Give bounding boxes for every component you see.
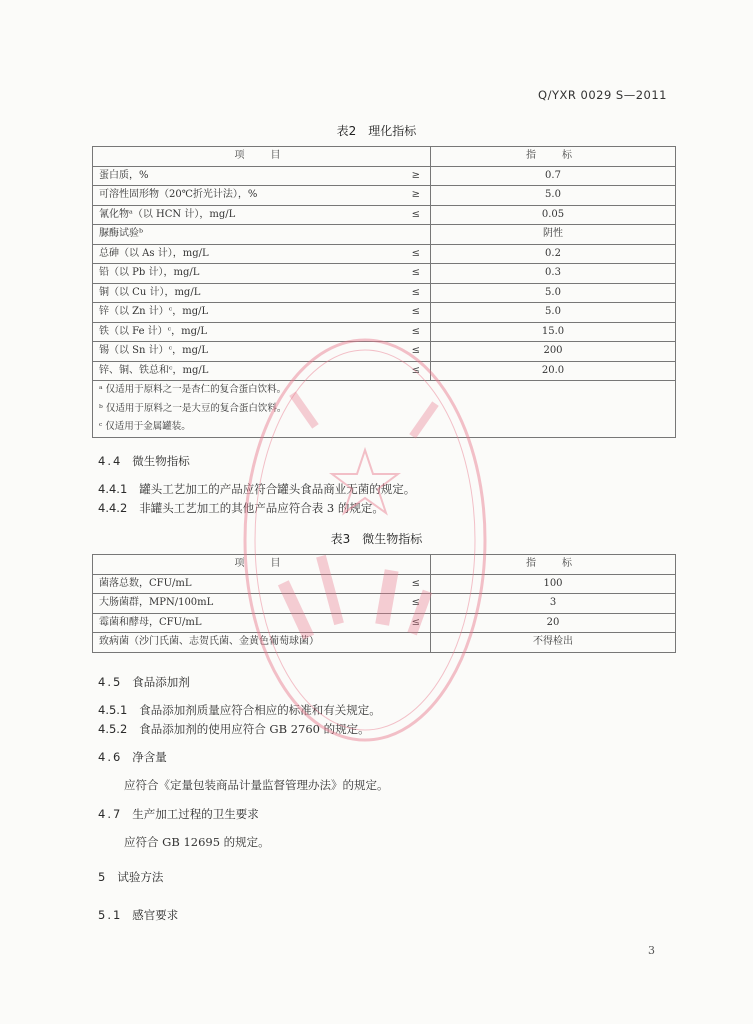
row-value: 5.0 [431,283,676,303]
table-row [93,361,676,381]
row-value: 0.05 [431,205,676,225]
table-row [93,322,676,342]
row-operator: ≥ [354,186,431,206]
table2 [92,146,676,438]
row-item: 锌（以 Zn 计）ᶜ，mg/L [93,303,355,323]
clause-text: 食品添加剂的使用应符合 GB 2760 的规定。 [139,722,370,736]
table-note [93,418,676,437]
page-number: 3 [648,944,655,957]
row-item: 可溶性固形物（20℃折光计法），% [93,186,355,206]
clause-number: 4.4.1 [98,482,128,496]
row-value: 5.0 [431,303,676,323]
row-value: 5.0 [431,186,676,206]
clause-number: 4.4.2 [98,501,128,515]
table2-col-value: 指 标 [431,147,676,167]
section-number: 4.4 [98,454,123,468]
row-value: 3 [431,594,676,614]
table-note [93,381,676,400]
row-item: 脲酶试验ᵇ [93,225,431,245]
table3-header-row [93,555,676,575]
clause-text: 非罐头工艺加工的其他产品应符合表 3 的规定。 [139,501,384,515]
table-row [93,613,676,633]
row-value: 0.7 [431,166,676,186]
section-4-6-text: 应符合《定量包装商品计量监督管理办法》的规定。 [124,778,389,792]
row-value: 0.2 [431,244,676,264]
row-item: 菌落总数，CFU/mL [93,574,355,594]
section-5 [98,869,163,885]
row-operator: ≥ [354,166,431,186]
section-4-5 [98,674,190,690]
row-item: 铅（以 Pb 计），mg/L [93,264,355,284]
section-4-7 [98,806,259,822]
row-operator: ≤ [354,613,431,633]
table-row [93,225,676,245]
standard-code: Q/YXR 0029 S—2011 [538,88,667,102]
row-value: 100 [431,574,676,594]
section-number: 5.1 [98,908,123,922]
section-4-4 [98,453,190,469]
table-row [93,186,676,206]
table-row [93,166,676,186]
section-5-1 [98,907,178,923]
row-item: 氰化物ᵃ（以 HCN 计），mg/L [93,205,355,225]
clause-4-4-1 [98,481,415,497]
table-note [93,400,676,419]
section-4-7-text: 应符合 GB 12695 的规定。 [124,835,270,849]
table-row [93,342,676,362]
row-item: 大肠菌群，MPN/100mL [93,594,355,614]
table-row [93,633,676,653]
row-value: 20 [431,613,676,633]
row-item: 致病菌（沙门氏菌、志贺氏菌、金黄色葡萄球菌） [93,633,431,653]
row-item: 锌、铜、铁总和ᶜ，mg/L [93,361,355,381]
row-value: 20.0 [431,361,676,381]
row-operator: ≤ [354,303,431,323]
section-title: 生产加工过程的卫生要求 [132,807,259,821]
table-row [93,244,676,264]
row-item: 总砷（以 As 计），mg/L [93,244,355,264]
row-operator: ≤ [354,594,431,614]
table2-col-item: 项 目 [93,147,431,167]
section-title: 感官要求 [132,908,179,922]
row-operator: ≤ [354,342,431,362]
section-number: 4.6 [98,750,123,764]
row-value: 阴性 [431,225,676,245]
clause-number: 4.5.2 [98,722,128,736]
table2-header-row [93,147,676,167]
table-row [93,574,676,594]
row-item: 霉菌和酵母，CFU/mL [93,613,355,633]
section-title: 净含量 [132,750,167,764]
section-title: 微生物指标 [132,454,190,468]
clause-text: 食品添加剂质量应符合相应的标准和有关规定。 [139,703,381,717]
clause-text: 罐头工艺加工的产品应符合罐头食品商业无菌的规定。 [139,482,416,496]
row-item: 铁（以 Fe 计）ᶜ，mg/L [93,322,355,342]
section-number: 5 [98,870,108,884]
row-value: 0.3 [431,264,676,284]
section-title: 试验方法 [117,870,164,884]
row-value: 不得检出 [431,633,676,653]
table-row [93,303,676,323]
row-operator: ≤ [354,361,431,381]
section-number: 4.7 [98,807,123,821]
row-operator: ≤ [354,244,431,264]
table3-title: 表3 微生物指标 [330,532,423,546]
row-item: 锡（以 Sn 计）ᶜ，mg/L [93,342,355,362]
section-title: 食品添加剂 [132,675,190,689]
table-row [93,264,676,284]
row-operator: ≤ [354,574,431,594]
row-operator: ≤ [354,283,431,303]
row-operator: ≤ [354,205,431,225]
table3-col-value: 指 标 [431,555,676,575]
row-value: 15.0 [431,322,676,342]
clause-4-5-2 [98,721,370,737]
clause-4-4-2 [98,500,384,516]
section-4-6 [98,749,167,765]
section-number: 4.5 [98,675,123,689]
table2-title: 表2 理化指标 [336,124,417,138]
note-text: ᵇ 仅适用于原料之一是大豆的复合蛋白饮料。 [93,400,676,419]
table-row [93,283,676,303]
note-text: ᵃ 仅适用于原料之一是杏仁的复合蛋白饮料。 [93,381,676,400]
table3 [92,554,676,653]
row-item: 铜（以 Cu 计），mg/L [93,283,355,303]
row-operator: ≤ [354,322,431,342]
row-value: 200 [431,342,676,362]
table-row [93,594,676,614]
row-item: 蛋白质，% [93,166,355,186]
clause-number: 4.5.1 [98,703,128,717]
table-row [93,205,676,225]
note-text: ᶜ 仅适用于金属罐装。 [93,418,676,437]
clause-4-5-1 [98,702,381,718]
row-operator: ≤ [354,264,431,284]
table3-col-item: 项 目 [93,555,431,575]
